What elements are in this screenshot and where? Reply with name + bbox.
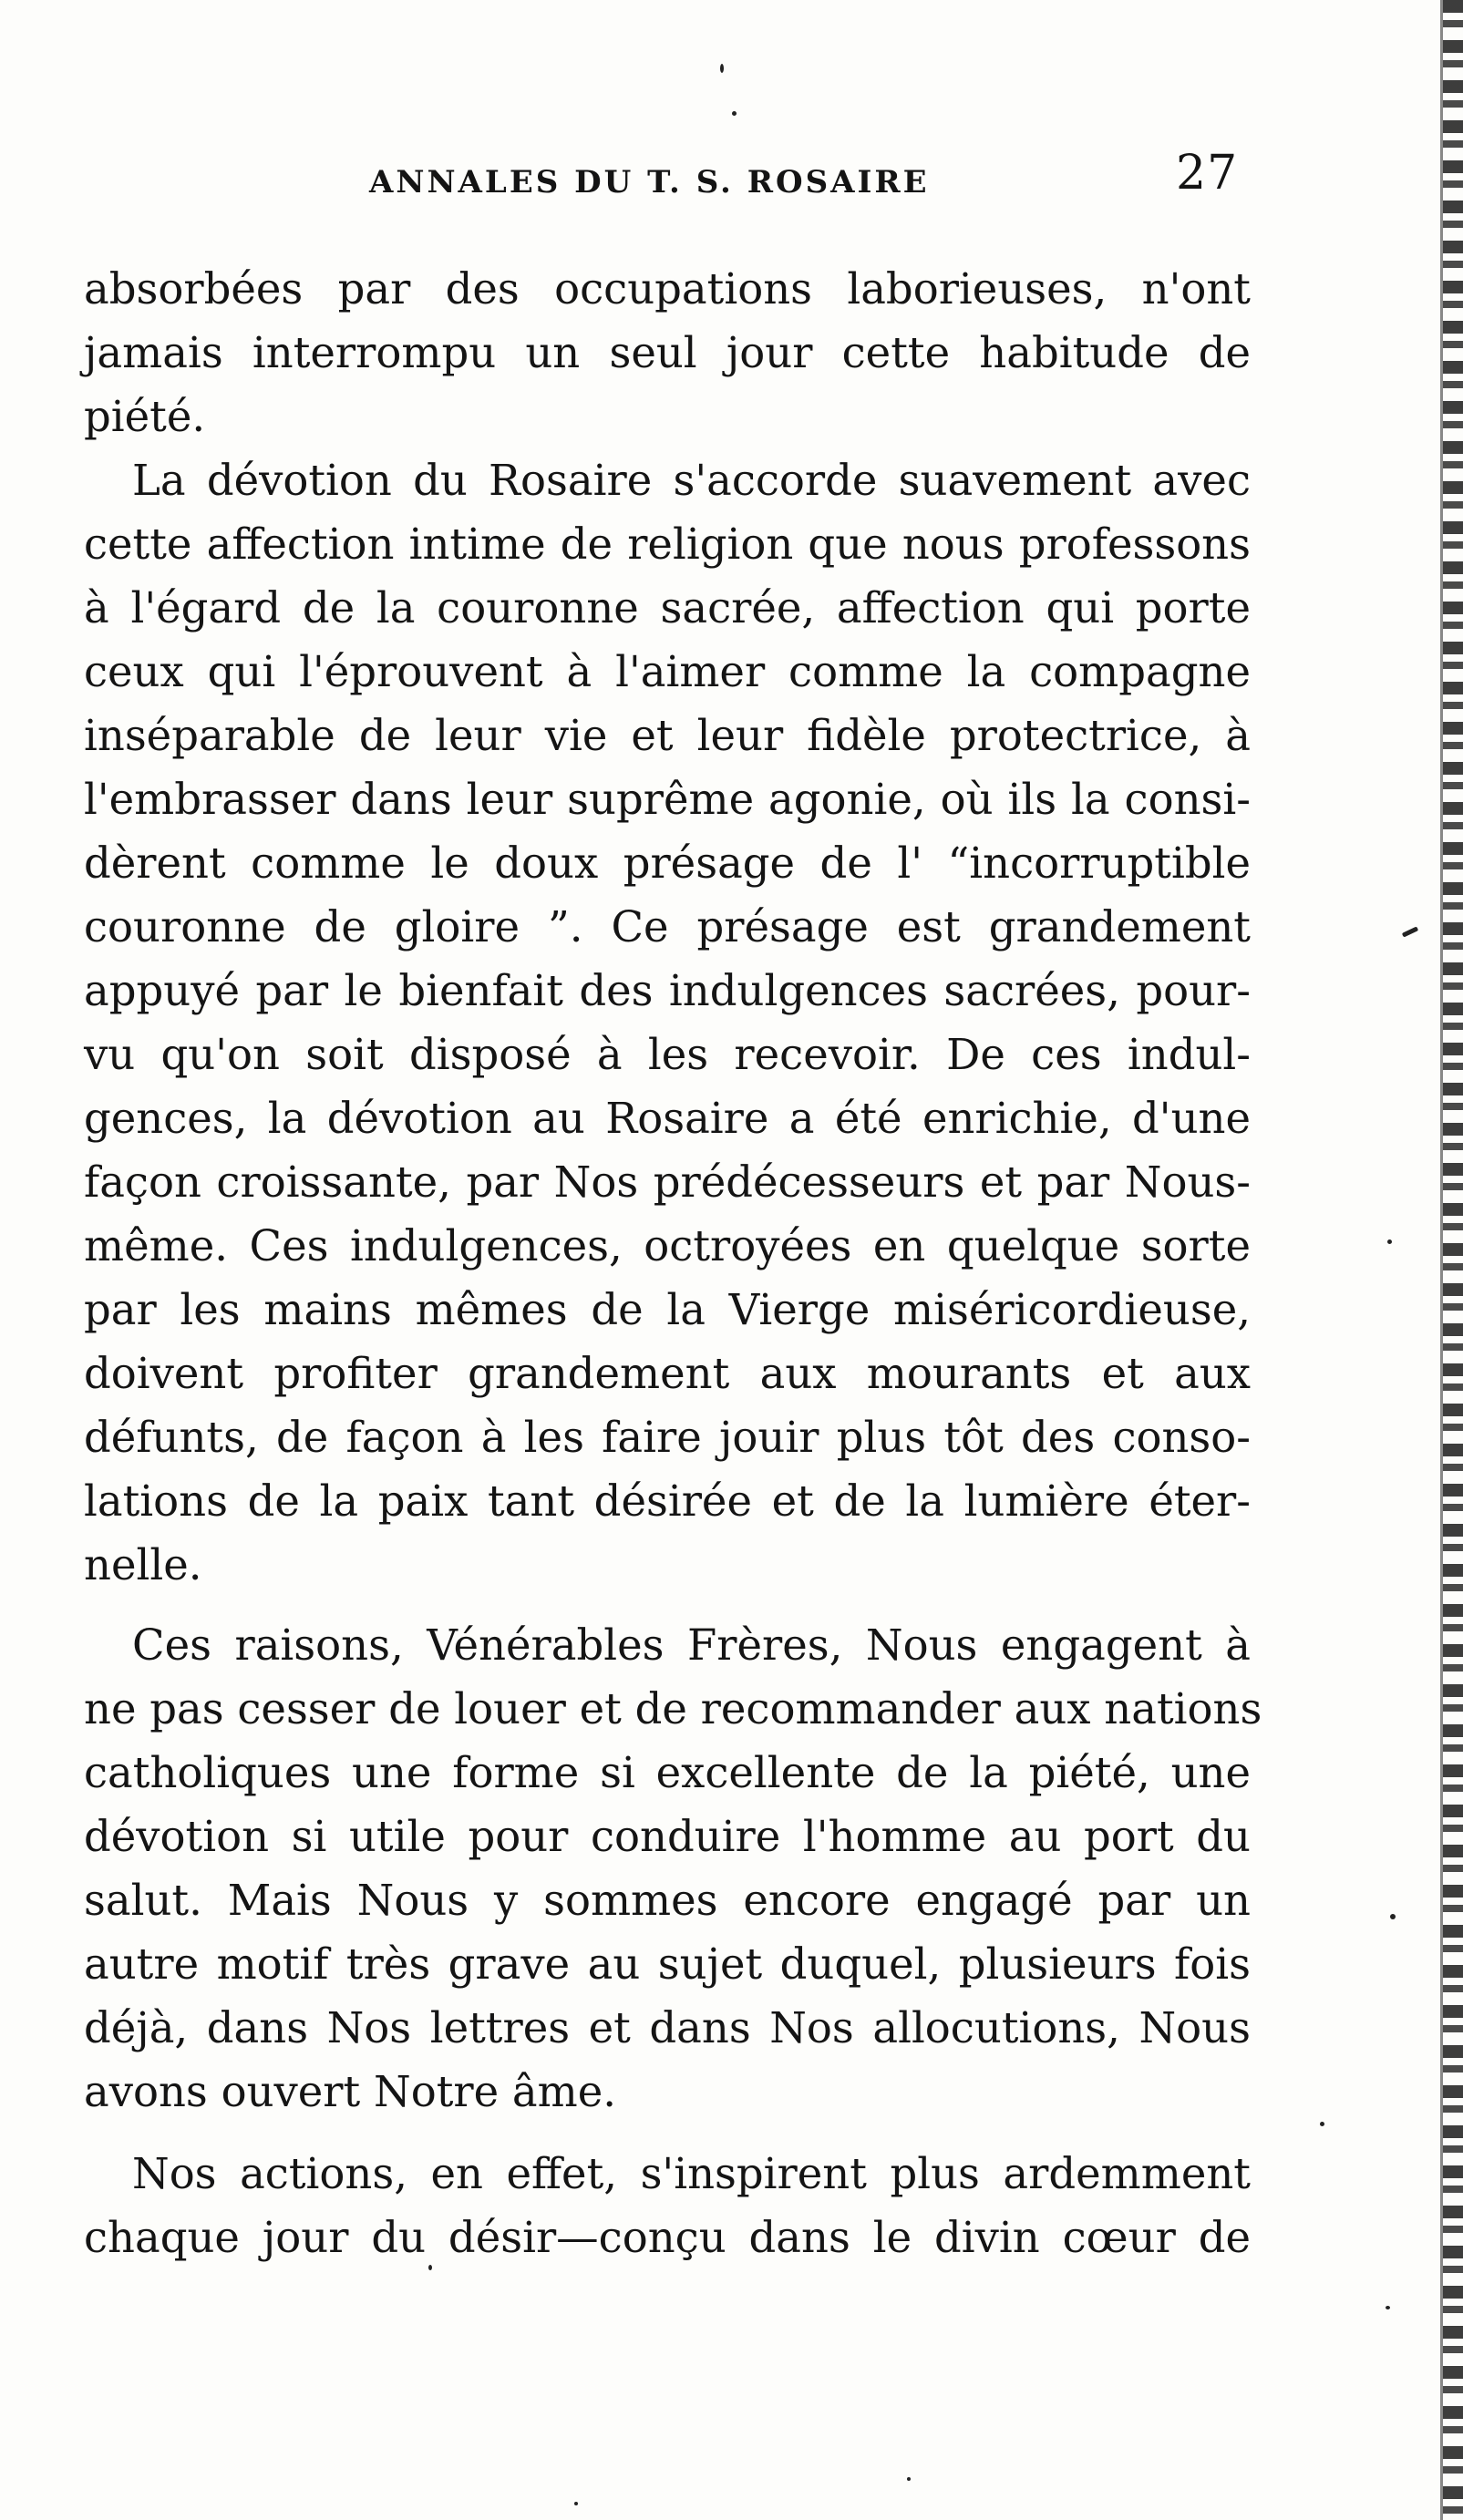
scan-speck (1387, 1239, 1392, 1244)
text-line: jamais interrompu un seul jour cette habitude de (84, 328, 1251, 377)
text-line: ceux qui l'éprouvent à l'aimer comme la compagne (84, 647, 1251, 696)
text-line: chaque jour du désir—conçu dans le divin cœur de (84, 2213, 1251, 2262)
text-line: lations de la paix tant désirée et de la lumière éter- (84, 1476, 1251, 1526)
text-line: déjà, dans Nos lettres et dans Nos allocutions, Nous (84, 2003, 1251, 2052)
text-line: à l'égard de la couronne sacrée, affection qui porte (84, 583, 1251, 633)
running-title: ANNALES DU T. S. ROSAIRE (369, 164, 930, 201)
text-line: couronne de gloire ”. Ce présage est grandement (84, 902, 1251, 951)
text-line: façon croissante, par Nos prédécesseurs et par Nous- (84, 1157, 1251, 1207)
text-line: salut. Mais Nous y sommes encore engagé par un (84, 1876, 1251, 1925)
text-line: dèrent comme le doux présage de l' “incorruptible (84, 838, 1251, 888)
text-line: Nos actions, en effet, s'inspirent plus ardemment (132, 2149, 1251, 2198)
scan-speck (732, 111, 737, 116)
scan-edge (1443, 0, 1463, 2520)
text-line: dévotion si utile pour conduire l'homme au port du (84, 1812, 1251, 1861)
text-line: vu qu'on soit disposé à les recevoir. De ces indul- (84, 1030, 1251, 1079)
page-number: 27 (1176, 146, 1239, 201)
text-line: absorbées par des occupations laborieuses, n'ont (84, 264, 1251, 314)
text-line: appuyé par le bienfait des indulgences sacrées, pour- (84, 966, 1251, 1015)
scan-speck (428, 2265, 432, 2270)
text-line: La dévotion du Rosaire s'accorde suavement avec (132, 456, 1251, 505)
scan-speck (720, 64, 724, 73)
text-line: avons ouvert Notre âme. (84, 2067, 617, 2116)
text-line: même. Ces indulgences, octroyées en quelque sorte (84, 1221, 1251, 1270)
text-line: doivent profiter grandement aux mourants et aux (84, 1349, 1251, 1398)
text-line: autre motif très grave au sujet duquel, plusieurs fois (84, 1939, 1251, 1989)
text-line: catholiques une forme si excellente de la piété, une (84, 1748, 1251, 1797)
text-line: gences, la dévotion au Rosaire a été enrichie, d'une (84, 1094, 1251, 1143)
text-line: par les mains mêmes de la Vierge miséricordieuse, (84, 1285, 1251, 1334)
scan-speck (1386, 2306, 1390, 2309)
text-line: défunts, de façon à les faire jouir plus tôt des conso- (84, 1413, 1251, 1462)
scan-speck (1390, 1914, 1396, 1919)
text-line: piété. (84, 392, 206, 441)
text-line: l'embrasser dans leur suprême agonie, où ils la consi- (84, 775, 1251, 824)
text-line: inséparable de leur vie et leur fidèle protectrice, à (84, 711, 1251, 760)
text-line: Ces raisons, Vénérables Frères, Nous engagent à (132, 1620, 1251, 1670)
scan-speck (574, 2502, 578, 2505)
text-line: nelle. (84, 1540, 202, 1589)
scan-speck (907, 2477, 911, 2481)
text-line: cette affection intime de religion que nous professons (84, 519, 1251, 569)
scan-speck (1320, 2122, 1324, 2126)
text-line: ne pas cesser de louer et de recommander aux nations (84, 1684, 1262, 1733)
